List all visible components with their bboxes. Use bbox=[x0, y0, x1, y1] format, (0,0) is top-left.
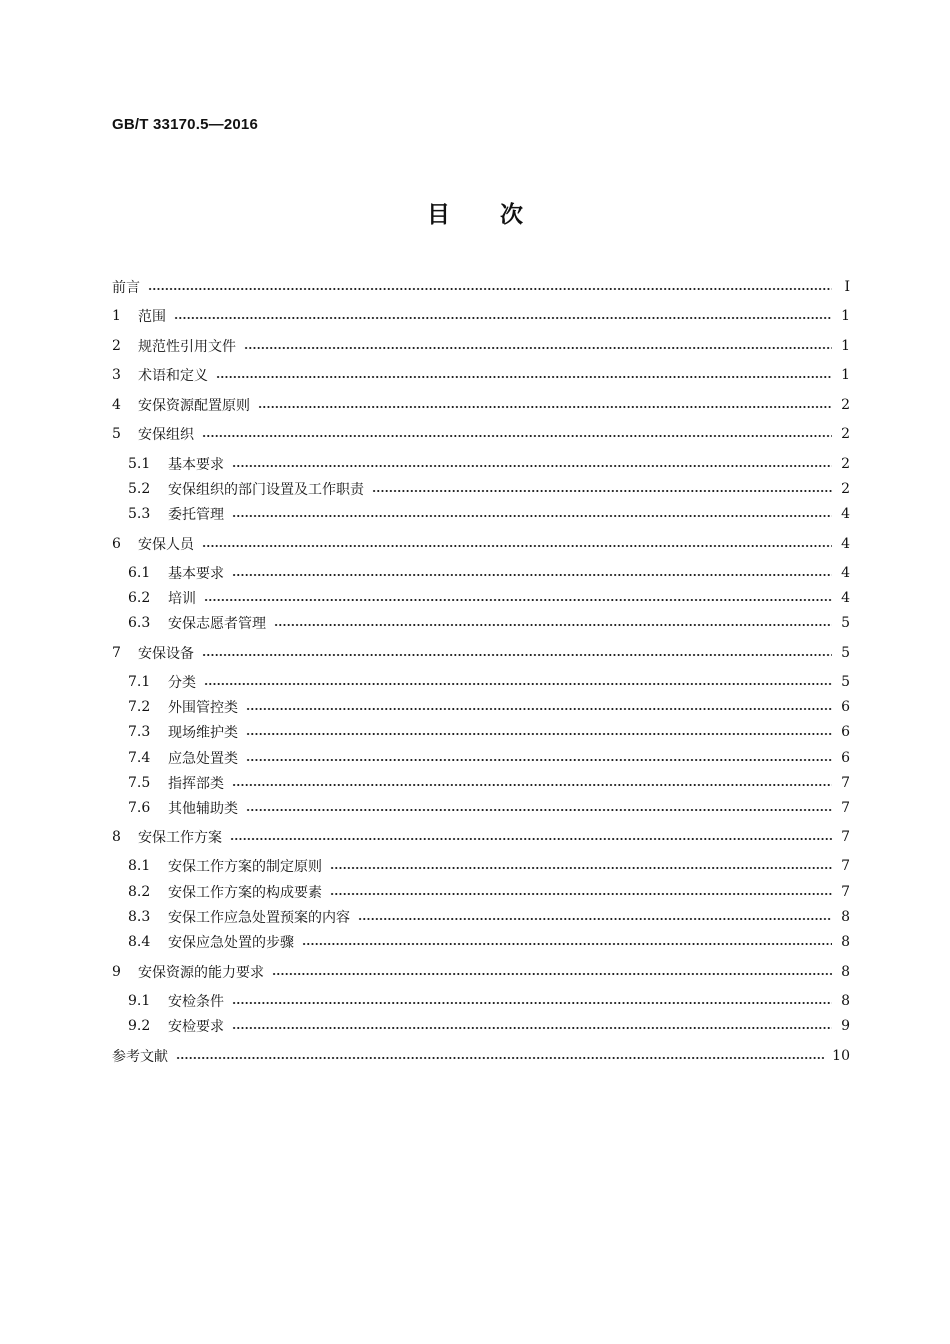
toc-entry-number: 6.2 bbox=[128, 590, 151, 606]
toc-entry[interactable] bbox=[128, 587, 850, 609]
toc-entry[interactable] bbox=[128, 503, 850, 525]
toc-entry-page: 2 bbox=[841, 426, 850, 442]
toc-dot-leader bbox=[272, 973, 832, 975]
toc-entry-label: 其他辅助类 bbox=[168, 801, 238, 817]
toc-entry-page: Ⅰ bbox=[844, 279, 850, 295]
toc-entry[interactable] bbox=[128, 696, 850, 718]
toc-dot-leader bbox=[302, 943, 832, 945]
toc-entry-page: 7 bbox=[841, 858, 850, 874]
toc-entry[interactable] bbox=[112, 394, 850, 416]
toc-entry-number: 8.2 bbox=[128, 884, 151, 900]
toc-dot-leader bbox=[174, 317, 832, 319]
toc-dot-leader bbox=[246, 708, 832, 710]
toc-dot-leader bbox=[202, 435, 832, 437]
toc-entry-label: 安保组织 bbox=[138, 427, 194, 443]
toc-dot-leader bbox=[258, 406, 832, 408]
toc-entry-number: 7.6 bbox=[128, 800, 151, 816]
toc-entry-number: 9.2 bbox=[128, 1018, 151, 1034]
toc-entry-page: 1 bbox=[841, 367, 850, 383]
toc-entry[interactable] bbox=[128, 562, 850, 584]
toc-entry-number: 5 bbox=[112, 426, 121, 442]
toc-entry-page: 9 bbox=[841, 1018, 850, 1034]
toc-dot-leader bbox=[330, 867, 832, 869]
toc-entry-page: 10 bbox=[832, 1048, 850, 1064]
toc-entry-label: 前言 bbox=[112, 280, 140, 296]
toc-entry-label: 术语和定义 bbox=[138, 368, 208, 384]
toc-entry-label: 安保设备 bbox=[138, 646, 194, 662]
toc-entry-page: 4 bbox=[841, 536, 850, 552]
toc-entry-page: 8 bbox=[841, 934, 850, 950]
toc-entry-number: 6.1 bbox=[128, 565, 151, 581]
toc-entry-number: 8.1 bbox=[128, 858, 151, 874]
toc-entry-number: 7.1 bbox=[128, 674, 151, 690]
toc-dot-leader bbox=[246, 809, 832, 811]
toc-dot-leader bbox=[244, 347, 832, 349]
toc-entry-label: 安保应急处置的步骤 bbox=[168, 935, 294, 951]
toc-entry-page: 5 bbox=[841, 645, 850, 661]
toc-entry-page: 7 bbox=[841, 829, 850, 845]
toc-entry-label: 分类 bbox=[168, 675, 196, 691]
toc-entry[interactable] bbox=[128, 797, 850, 819]
toc-dot-leader bbox=[176, 1057, 824, 1059]
toc-entry-label: 安保工作方案的构成要素 bbox=[168, 885, 322, 901]
toc-entry[interactable] bbox=[112, 423, 850, 445]
toc-dot-leader bbox=[230, 838, 832, 840]
toc-dot-leader bbox=[216, 376, 832, 378]
standard-code: GB/T 33170.5—2016 bbox=[112, 116, 258, 133]
toc-entry-page: 4 bbox=[841, 565, 850, 581]
toc-entry-page: 8 bbox=[841, 993, 850, 1009]
toc-dot-leader bbox=[372, 490, 832, 492]
toc-entry-label: 安保资源的能力要求 bbox=[138, 965, 264, 981]
toc-entry[interactable] bbox=[112, 305, 850, 327]
toc-entry[interactable] bbox=[128, 747, 850, 769]
toc-entry[interactable] bbox=[128, 906, 850, 928]
toc-entry-label: 安保组织的部门设置及工作职责 bbox=[168, 482, 364, 498]
toc-entry-label: 安保工作方案的制定原则 bbox=[168, 859, 322, 875]
toc-entry-label: 培训 bbox=[168, 591, 196, 607]
toc-entry[interactable] bbox=[112, 826, 850, 848]
toc-entry-label: 规范性引用文件 bbox=[138, 339, 236, 355]
toc-entry-page: 6 bbox=[841, 750, 850, 766]
toc-entry-label: 范围 bbox=[138, 309, 166, 325]
toc-dot-leader bbox=[232, 574, 832, 576]
toc-entry-label: 安保工作方案 bbox=[138, 830, 222, 846]
toc-entry-label: 应急处置类 bbox=[168, 751, 238, 767]
toc-entry-label: 参考文献 bbox=[112, 1049, 168, 1065]
toc-entry-label: 委托管理 bbox=[168, 507, 224, 523]
toc-entry-number: 9.1 bbox=[128, 993, 151, 1009]
toc-entry[interactable] bbox=[128, 671, 850, 693]
toc-entry-page: 1 bbox=[841, 308, 850, 324]
toc-entry-label: 安保工作应急处置预案的内容 bbox=[168, 910, 350, 926]
toc-dot-leader bbox=[232, 465, 832, 467]
toc-dot-leader bbox=[274, 624, 832, 626]
toc-entry-number: 1 bbox=[112, 308, 121, 324]
toc-entry-page: 2 bbox=[841, 397, 850, 413]
toc-entry-page: 8 bbox=[841, 909, 850, 925]
page-title: 目次 bbox=[427, 202, 573, 228]
toc-entry-page: 8 bbox=[841, 964, 850, 980]
toc-entry-number: 6.3 bbox=[128, 615, 151, 631]
toc-entry-number: 7.3 bbox=[128, 724, 151, 740]
toc-entry-page: 7 bbox=[841, 775, 850, 791]
toc-entry-page: 2 bbox=[841, 481, 850, 497]
toc-entry-page: 6 bbox=[841, 699, 850, 715]
toc-entry-label: 基本要求 bbox=[168, 457, 224, 473]
toc-entry-number: 8.4 bbox=[128, 934, 151, 950]
toc-entry-label: 指挥部类 bbox=[168, 776, 224, 792]
toc-entry[interactable] bbox=[128, 1015, 850, 1037]
toc-dot-leader bbox=[246, 733, 832, 735]
toc-dot-leader bbox=[232, 515, 832, 517]
toc-entry[interactable] bbox=[112, 961, 850, 983]
toc-dot-leader bbox=[202, 545, 832, 547]
toc-dot-leader bbox=[232, 784, 832, 786]
toc-entry-number: 4 bbox=[112, 397, 121, 413]
toc-dot-leader bbox=[232, 1027, 832, 1029]
toc-entry[interactable] bbox=[128, 721, 850, 743]
toc-entry[interactable] bbox=[112, 276, 850, 298]
toc-entry-number: 7.2 bbox=[128, 699, 151, 715]
toc-entry-label: 安检条件 bbox=[168, 994, 224, 1010]
toc-entry-label: 安保人员 bbox=[138, 537, 194, 553]
toc-entry-page: 4 bbox=[841, 506, 850, 522]
toc-entry-number: 7.5 bbox=[128, 775, 151, 791]
toc-entry-page: 7 bbox=[841, 800, 850, 816]
toc-entry[interactable] bbox=[128, 453, 850, 475]
toc-dot-leader bbox=[232, 1002, 832, 1004]
toc-entry-label: 基本要求 bbox=[168, 566, 224, 582]
toc-entry-page: 5 bbox=[841, 615, 850, 631]
toc-dot-leader bbox=[148, 288, 832, 290]
toc-entry[interactable] bbox=[128, 931, 850, 953]
toc-entry[interactable] bbox=[112, 364, 850, 386]
toc-entry-number: 7.4 bbox=[128, 750, 151, 766]
toc-entry-label: 安检要求 bbox=[168, 1019, 224, 1035]
toc-entry-number: 6 bbox=[112, 536, 121, 552]
toc-entry-page: 2 bbox=[841, 456, 850, 472]
toc-entry[interactable] bbox=[128, 478, 850, 500]
toc-entry-page: 5 bbox=[841, 674, 850, 690]
toc-entry-number: 7 bbox=[112, 645, 121, 661]
toc-entry-page: 6 bbox=[841, 724, 850, 740]
toc-dot-leader bbox=[330, 893, 832, 895]
toc-entry-number: 9 bbox=[112, 964, 121, 980]
toc-entry-page: 4 bbox=[841, 590, 850, 606]
toc-entry-label: 安保资源配置原则 bbox=[138, 398, 250, 414]
toc-entry[interactable] bbox=[128, 881, 850, 903]
toc-entry-label: 安保志愿者管理 bbox=[168, 616, 266, 632]
toc-dot-leader bbox=[246, 759, 832, 761]
toc-dot-leader bbox=[204, 683, 832, 685]
toc-entry[interactable] bbox=[128, 772, 850, 794]
toc-entry-number: 5.2 bbox=[128, 481, 151, 497]
toc-entry-number: 2 bbox=[112, 338, 121, 354]
toc-entry-number: 5.3 bbox=[128, 506, 151, 522]
toc-entry-page: 1 bbox=[841, 338, 850, 354]
toc-entry-number: 3 bbox=[112, 367, 121, 383]
toc-entry[interactable] bbox=[128, 990, 850, 1012]
toc-dot-leader bbox=[204, 599, 832, 601]
toc-dot-leader bbox=[358, 918, 832, 920]
toc-entry-number: 5.1 bbox=[128, 456, 151, 472]
toc-entry[interactable] bbox=[112, 642, 850, 664]
toc-entry-number: 8.3 bbox=[128, 909, 151, 925]
toc-entry-label: 外围管控类 bbox=[168, 700, 238, 716]
toc-entry[interactable] bbox=[112, 533, 850, 555]
toc-entry[interactable] bbox=[112, 335, 850, 357]
toc-entry[interactable] bbox=[128, 612, 850, 634]
toc-entry-label: 现场维护类 bbox=[168, 725, 238, 741]
toc-entry[interactable] bbox=[112, 1045, 850, 1067]
toc-entry-number: 8 bbox=[112, 829, 121, 845]
toc-entry-page: 7 bbox=[841, 884, 850, 900]
toc-dot-leader bbox=[202, 654, 832, 656]
toc-entry[interactable] bbox=[128, 855, 850, 877]
